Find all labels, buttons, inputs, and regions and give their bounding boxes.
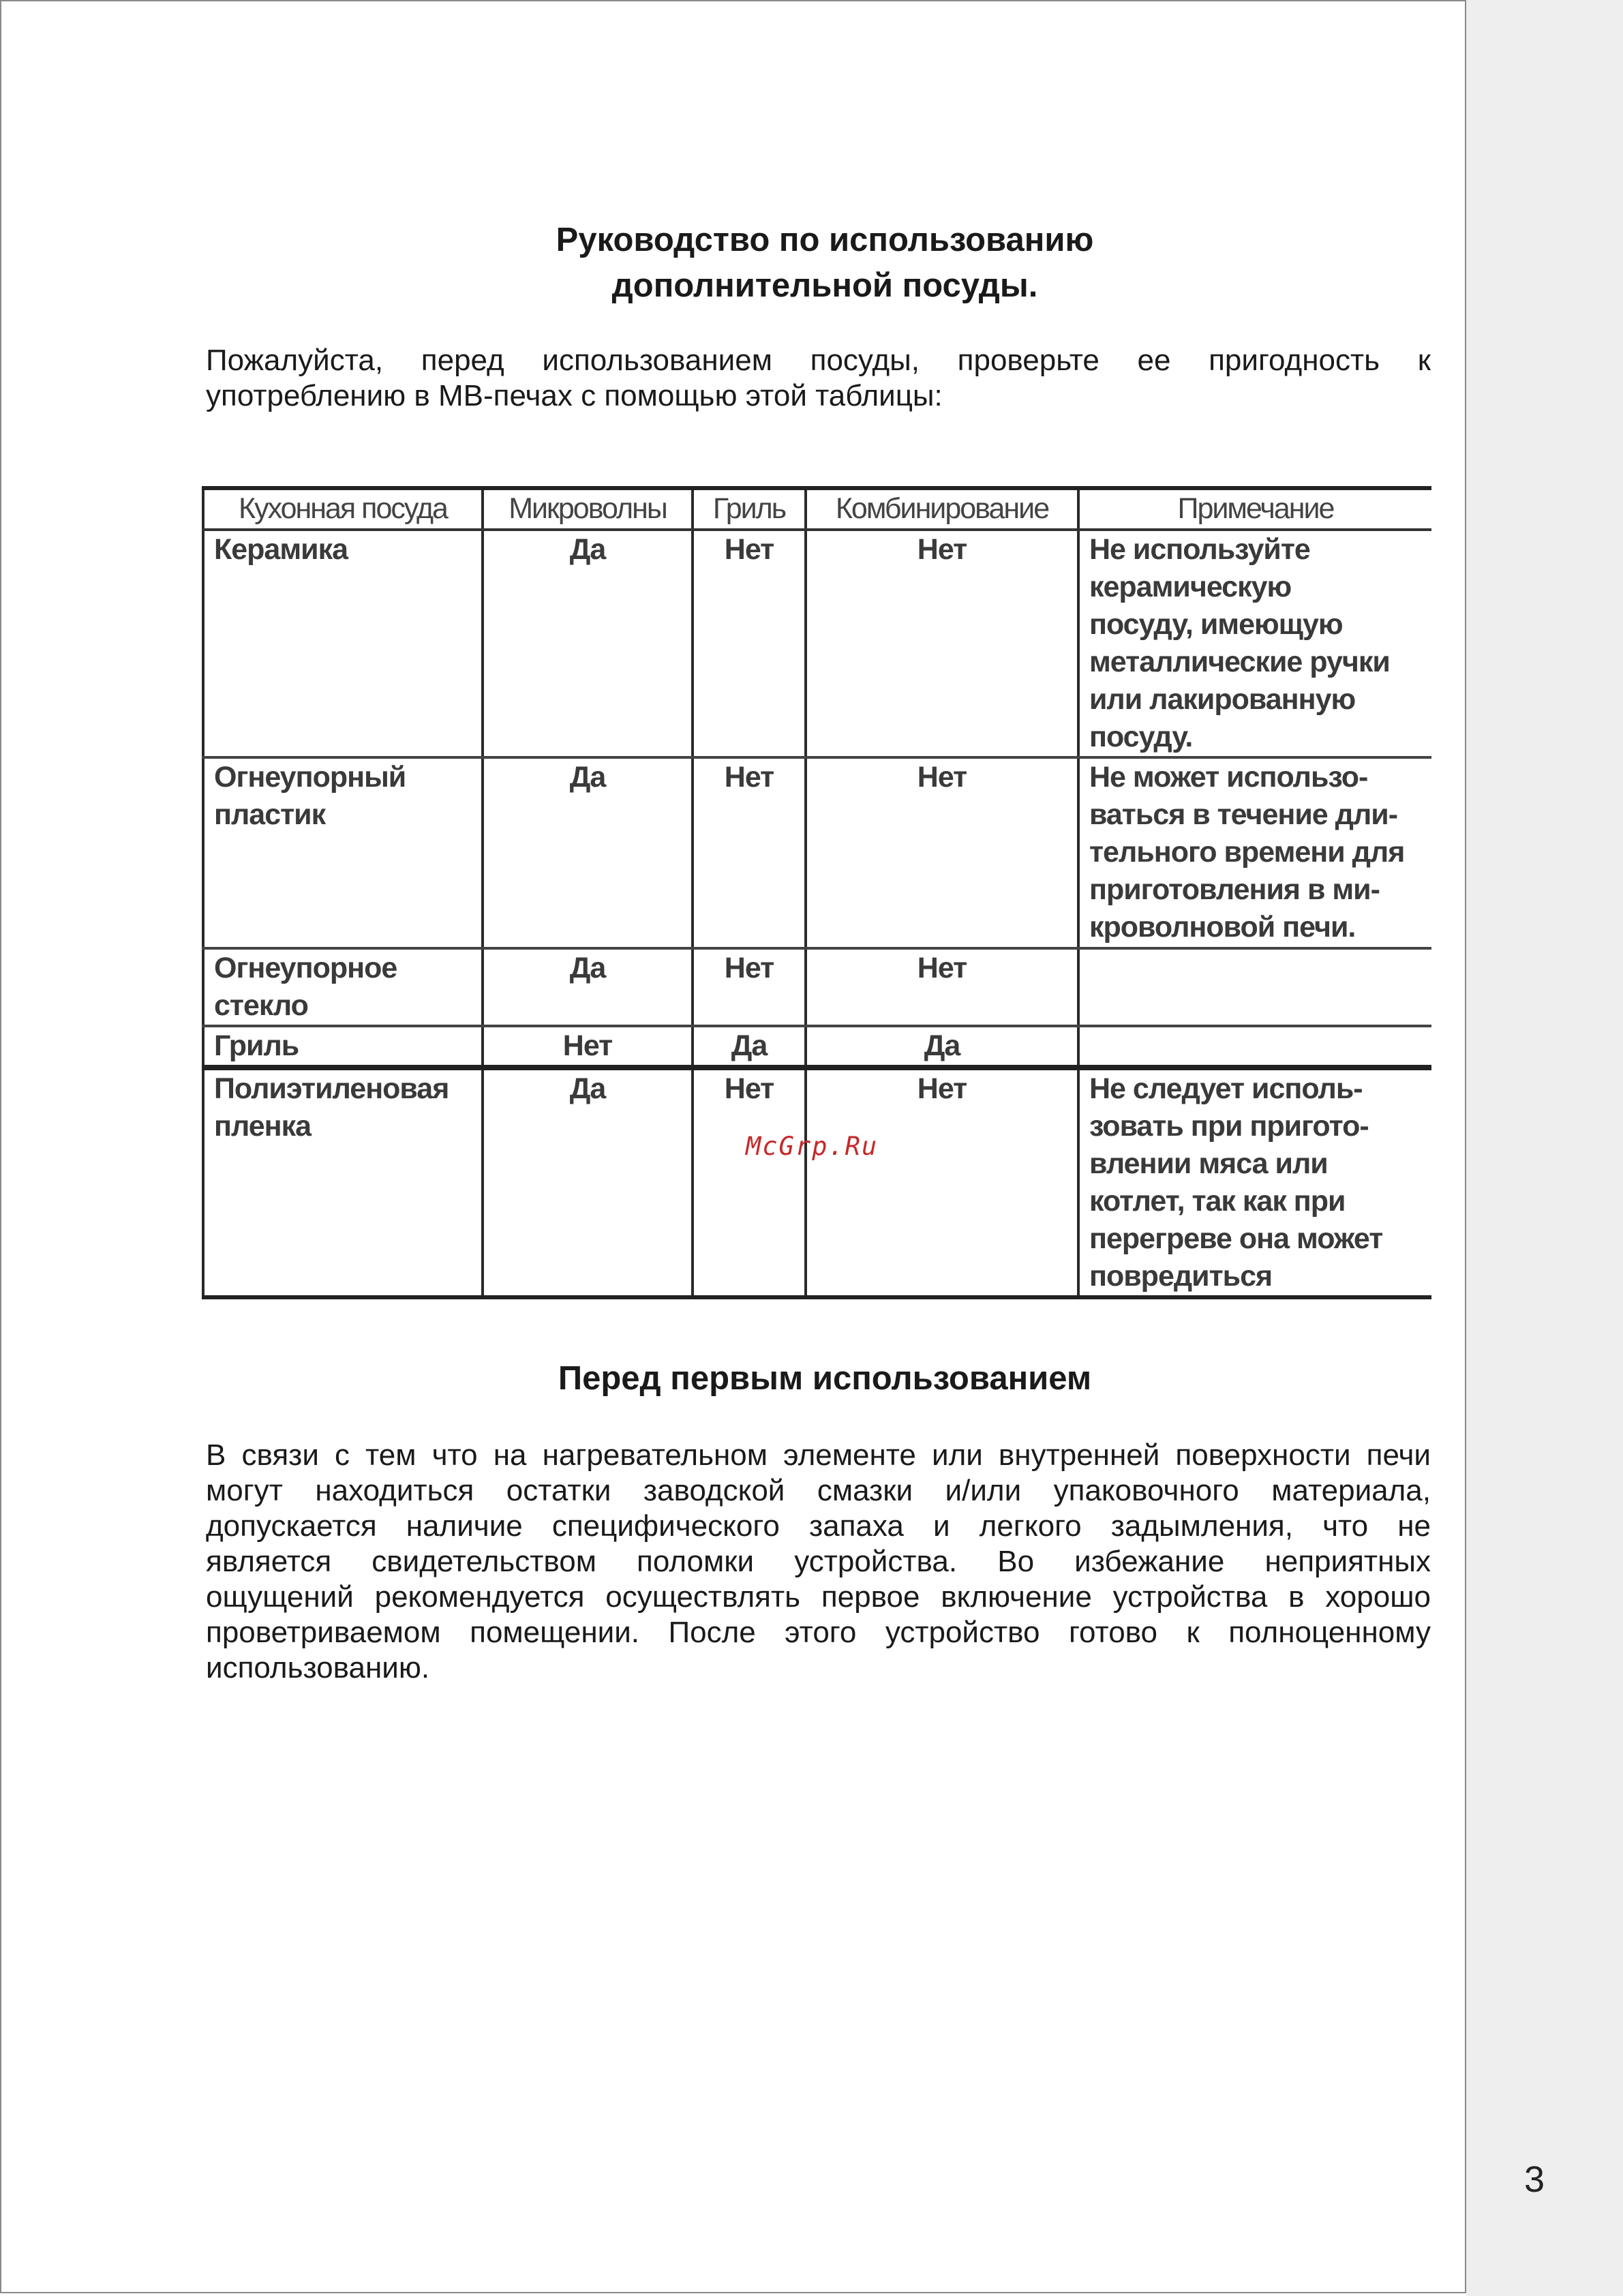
combi-cell: Да xyxy=(806,1026,1078,1068)
note-cell: Не используйте керамическую посуду, имеющую металлические ручки или лакированную посуду. xyxy=(1078,530,1431,757)
table-row xyxy=(203,1026,1431,1068)
header-microwave: Микроволны xyxy=(483,488,693,530)
viewer-margin xyxy=(1466,0,1623,2296)
table-row xyxy=(203,757,1431,948)
microwave-cell: Нет xyxy=(483,1026,693,1068)
grill-cell: Нет xyxy=(693,1068,806,1297)
grill-cell: Да xyxy=(693,1026,806,1068)
cookware-table xyxy=(202,486,1431,1299)
page-number: 3 xyxy=(1524,2159,1545,2200)
combi-cell: Нет xyxy=(806,948,1078,1026)
combi-cell: Нет xyxy=(806,1068,1078,1297)
microwave-cell: Да xyxy=(483,530,693,757)
cookware-cell: Полиэтиленовая пленка xyxy=(203,1068,483,1297)
header-cookware: Кухонная посуда xyxy=(203,488,483,530)
page-title-line-1: Руководство по использованию xyxy=(556,222,1094,258)
header-note: Примечание xyxy=(1078,488,1431,530)
body-line: допускается наличие специфического запаха и легкого задымления, что не xyxy=(206,1509,1431,1543)
table-row xyxy=(203,948,1431,1026)
grill-cell: Нет xyxy=(693,757,806,948)
microwave-cell: Да xyxy=(483,757,693,948)
grill-cell: Нет xyxy=(693,530,806,757)
intro-paragraph xyxy=(206,343,1431,414)
body-line: ощущений рекомендуется осуществлять первое включение устройства в хорошо xyxy=(206,1580,1431,1614)
cookware-cell: Огнеупорный пластик xyxy=(203,757,483,948)
body-line: является свидетельством поломки устройства. Во избежание неприятных xyxy=(206,1545,1431,1578)
note-cell: Не может использо- ваться в течение дли- тельного времени для приготовления в ми- кроволновой печи. xyxy=(1078,757,1431,948)
header-grill: Гриль xyxy=(693,488,806,530)
intro-line: Пожалуйста, перед использованием посуды, проверьте ее пригодность к xyxy=(206,344,1431,377)
intro-line: употреблению в МВ-печах с помощью этой таблицы: xyxy=(206,379,943,412)
microwave-cell: Да xyxy=(483,1068,693,1297)
table-row xyxy=(203,1068,1431,1297)
table-header-row xyxy=(203,488,1431,530)
body-line: могут находиться остатки заводской смазки и/или упаковочного материала, xyxy=(206,1474,1431,1507)
body-line: В связи с тем что на нагревательном элементе или внутренней поверхности печи xyxy=(206,1438,1431,1472)
note-cell: Не следует исполь- зовать при пригото- влении мяса или котлет, так как при перегреве она может повредиться xyxy=(1078,1068,1431,1297)
header-combi: Комбинирование xyxy=(806,488,1078,530)
cookware-cell: Гриль xyxy=(203,1026,483,1068)
combi-cell: Нет xyxy=(806,530,1078,757)
microwave-cell: Да xyxy=(483,948,693,1026)
watermark-text: McGrp.Ru xyxy=(746,1132,879,1161)
note-cell xyxy=(1078,948,1431,1026)
body-line: проветриваемом помещении. После этого устройство готово к полноценному xyxy=(206,1616,1431,1649)
cookware-cell: Огнеупорное стекло xyxy=(203,948,483,1026)
table-row xyxy=(203,530,1431,757)
body-paragraph xyxy=(206,1438,1431,1686)
combi-cell: Нет xyxy=(806,757,1078,948)
page-title-line-2: дополнительной посуды. xyxy=(611,267,1038,304)
section-title: Перед первым использованием xyxy=(558,1360,1092,1397)
grill-cell: Нет xyxy=(693,948,806,1026)
body-line: использованию. xyxy=(206,1651,430,1685)
cookware-cell: Керамика xyxy=(203,530,483,757)
note-cell xyxy=(1078,1026,1431,1068)
